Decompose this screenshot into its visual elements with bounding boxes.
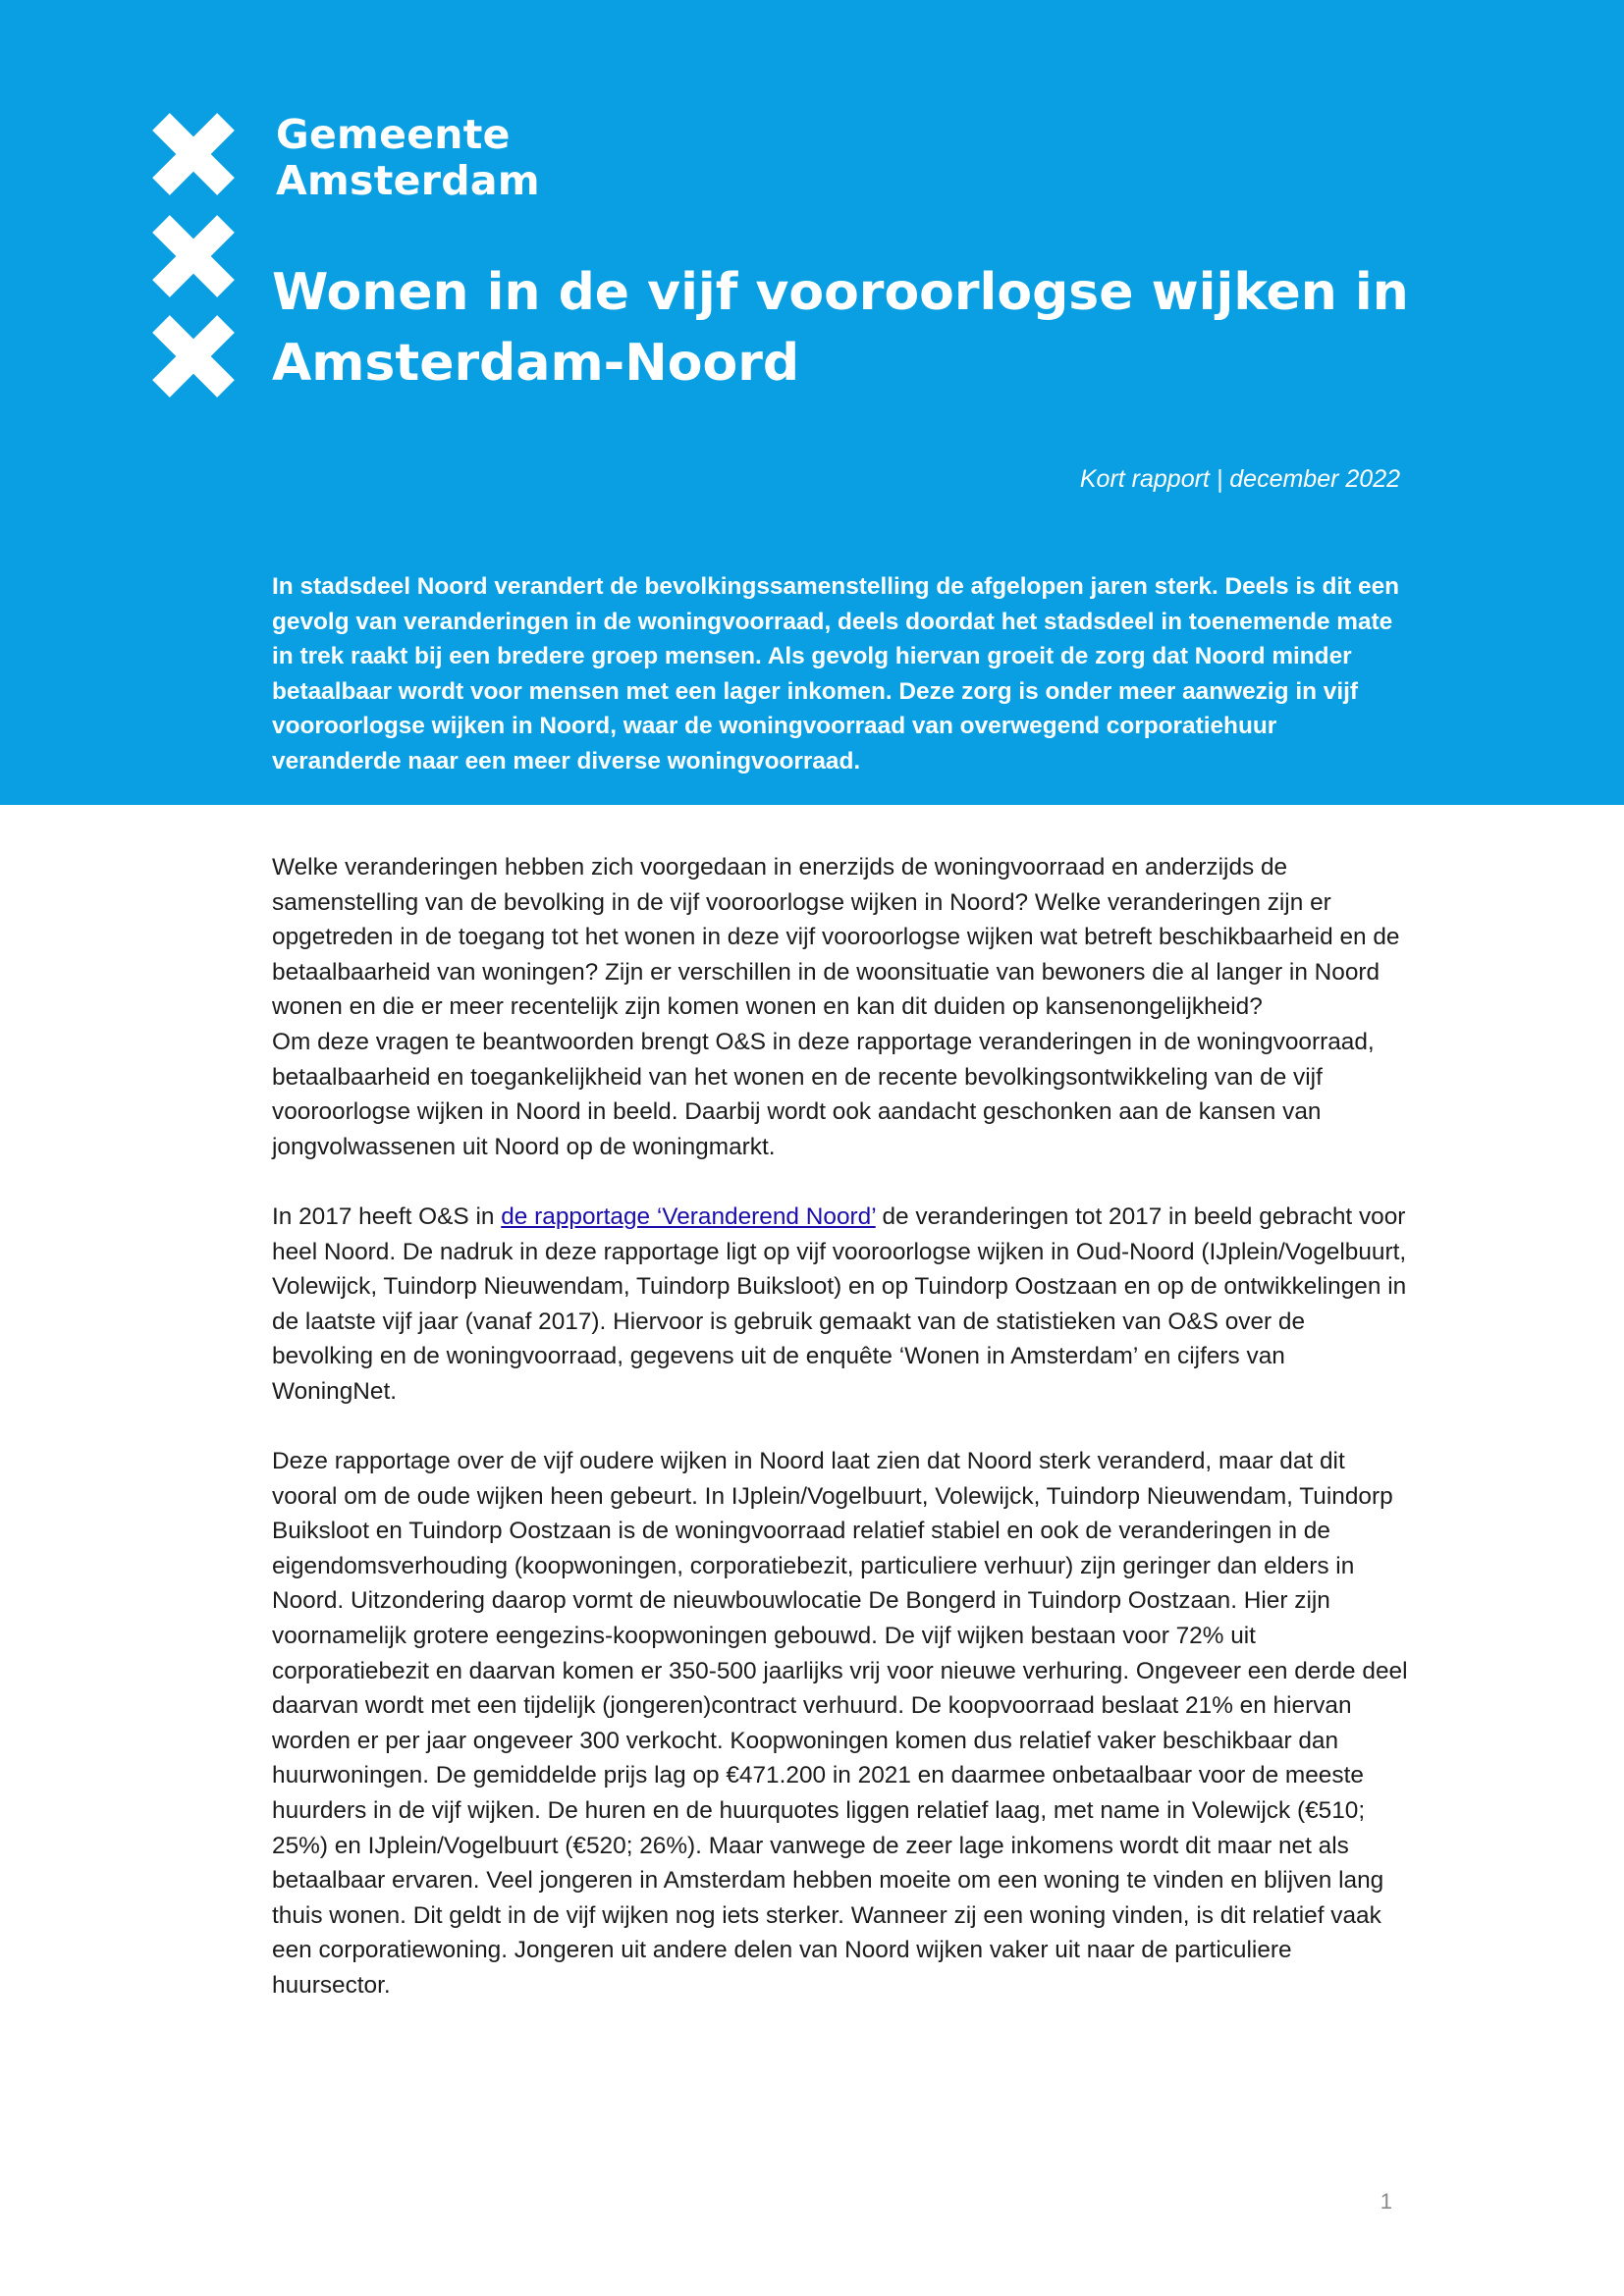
document-title-line2: Amsterdam-Noord bbox=[272, 334, 800, 393]
context-text-end: de veranderingen tot 2017 in beeld gebracht voor heel Noord. De nadruk in deze rapportage ligt op vijf vooroorlogse wijken in Oud-Noord (IJplein/Vogelbuurt, Volewijck, Tuindorp Nieuwendam, Tuindorp Buiksloot) en op Tuindorp Oostzaan en op de ontwikkelingen in de laatste vijf jaar (vanaf 2017). Hiervoor is gebruik gemaakt van de statistieken van O&S over de bevolking en de woningvoorraad, gegevens uit de enquête ‘Wonen in Amsterdam’ en cijfers van WoningNet. bbox=[272, 1202, 1407, 1405]
body-paragraph-findings: Deze rapportage over de vijf oudere wijken in Noord laat zien dat Noord sterk veranderd, maar dat dit vooral om de oude wijken heen gebeurt. In IJplein/Vogelbuurt, Volewijck, Tuindorp Nieuwendam, Tuindorp Buiksloot en Tuindorp Oostzaan is de woningvoorraad relatief stabiel en ook de veranderingen in de eigendomsverhouding (koopwoningen, corporatiebezit, particuliere verhuur) zijn geringer dan elders in Noord. Uitzondering daarop vormt de nieuwbouwlocatie De Bongerd in Tuindorp Oostzaan. Hier zijn voornamelijk grotere eengezins-koopwoningen gebouwd. De vijf wijken bestaan voor 72% uit corporatiebezit en daarvan komen er 350-500 jaarlijks vrij voor nieuwe verhuring. Ongeveer een derde deel daarvan wordt met een tijdelijk (jongeren)contract verhuurd. De koopvoorraad beslaat 21% en hiervan worden er per jaar ongeveer 300 verkocht. Koopwoningen komen dus relatief vaker beschikbaar dan huurwoningen. De gemiddelde prijs lag op €471.200 in 2021 en daarmee onbetaalbaar voor de meeste huurders in de vijf wijken. De huren en de huurquotes liggen relatief laag, met name in Volewijck (€510; 25%) en IJplein/Vogelbuurt (€520; 26%). Maar vanwege de zeer lage inkomens wordt dit maar net als betaalbaar ervaren. Veel jongeren in Amsterdam hebben moeite om een woning te vinden en blijven lang thuis wonen. Dit geldt in de vijf wijken nog iets sterker. Wanneer zij een woning vinden, is dit relatief vaak een corporatiewoning. Jongeren uit andere delen van Noord wijken vaker uit naar de particuliere huursector. bbox=[272, 1448, 1408, 1999]
veranderend-noord-link[interactable]: de rapportage ‘Veranderend Noord’ bbox=[501, 1202, 876, 1230]
organization-name bbox=[276, 112, 540, 204]
page-number: 1 bbox=[1380, 2189, 1392, 2214]
organization-name-line2: Amsterdam bbox=[276, 157, 540, 204]
document-title-line1: Wonen in de vijf vooroorlogse wijken in bbox=[272, 263, 1409, 322]
header-banner bbox=[0, 0, 1624, 805]
organization-name-line1: Gemeente bbox=[276, 111, 511, 158]
intro-summary: In stadsdeel Noord verandert de bevolkingssamenstelling de afgelopen jaren sterk. Deels is dit een gevolg van veranderingen in de woningvoorraad, deels doordat het stadsdeel in toenemende mate in trek raakt bij een bredere groep mensen. Als gevolg hiervan groeit de zorg dat Noord minder betaalbaar wordt voor mensen met een lager inkomen. Deze zorg is onder meer aanwezig in vijf vooroorlogse wijken in Noord, waar de woningvoorraad van overwegend corporatiehuur veranderde naar een meer diverse woningvoorraad. bbox=[272, 573, 1400, 774]
body-text bbox=[272, 850, 1411, 2003]
context-text-start: In 2017 heeft O&S in bbox=[272, 1202, 502, 1230]
andreas-cross-icon bbox=[149, 312, 238, 400]
andreas-cross-icon bbox=[149, 212, 238, 300]
body-paragraph-approach: Om deze vragen te beantwoorden brengt O&S in deze rapportage veranderingen in de woningvoorraad, betaalbaarheid en toegankelijkheid van het wonen en de recente bevolkingsontwikkeling van de vijf vooroorlogse wijken in Noord in beeld. Daarbij wordt ook aandacht geschonken aan de kansen van jongvolwassenen uit Noord op de woningmarkt. bbox=[272, 1028, 1375, 1160]
body-paragraph-questions: Welke veranderingen hebben zich voorgedaan in enerzijds de woningvoorraad en anderzijds de samenstelling van de bevolking in de vijf vooroorlogse wijken in Noord? Welke veranderingen zijn er opgetreden in de toegang tot het wonen in deze vijf vooroorlogse wijken wat betreft beschikbaarheid en de betaalbaarheid van woningen? Zijn er verschillen in de woonsituatie van bewoners die al langer in Noord wonen en die er meer recentelijk zijn komen wonen en kan dit duiden op kansenongelijkheid? bbox=[272, 854, 1400, 1021]
body-paragraph-context bbox=[272, 1200, 1411, 1410]
report-meta: Kort rapport | december 2022 bbox=[1079, 465, 1400, 493]
andreas-cross-icon bbox=[149, 110, 238, 198]
document-title bbox=[272, 257, 1450, 399]
